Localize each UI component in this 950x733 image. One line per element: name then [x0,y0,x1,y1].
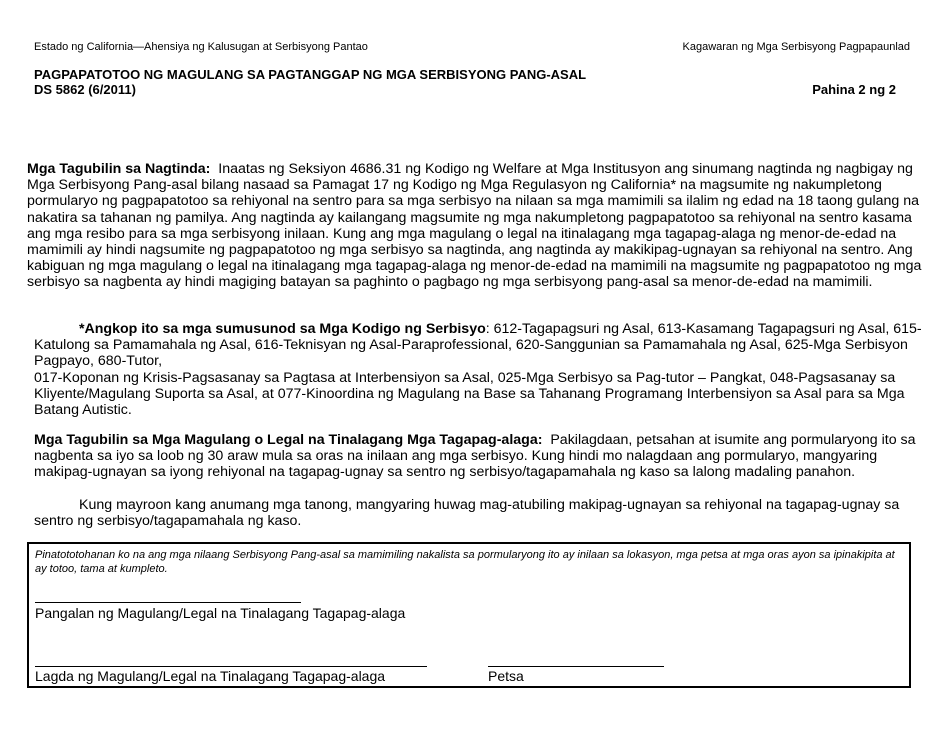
service-codes-line1: : 612-Tagapagsuri ng Asal, 613-Kasamang Tagapagsuri ng Asal, 615-Katulong sa Pamamahala ng Asal, 616-Teknisyan ng Asal-Paraprofessional, 620-Sanggunian sa Pamamahala ng Asal, 625-Mga Serbisyon Pagpayo, 680-Tutor, [34,321,922,370]
vendor-instructions [27,161,923,291]
vendor-instructions-heading: Mga Tagubilin sa Nagtinda: [27,161,211,177]
service-codes-heading: *Angkop ito sa mga sumusunod sa Mga Kodigo ng Serbisyo [79,321,486,337]
parent-instructions [34,432,924,481]
questions-note: Kung mayroon kang anumang mga tanong, mangyaring huwag mag-atubiling makipag-ugnayan sa rehiyonal na tagapag-ugnay sa sentro ng serbisyo/tagapamahala ng kaso. [34,497,900,530]
agency-header: Estado ng California—Ahensiya ng Kalusugan at Serbisyong Pantao [34,41,368,53]
form-number: DS 5862 (6/2011) [34,82,136,97]
vendor-instructions-body: Inaatas ng Seksiyon 4686.31 ng Kodigo ng Welfare at Mga Institusyon ang sinumang nagtinda ng nagbigay ng Mga Serbisyong Pang-asal bilang nasaad sa Pamagat 17 ng Kodigo ng Mga Regulasyon ng California* na magsumite ng nakumpletong pormularyo ng pagpapatotoo sa rehiyonal na sentro para sa mga serbisyo na nilaan sa mga mamimili sa ilalim ng edad na 18 taong gulang na nakatira sa tahanan ng pamilya. Ang nagtinda ay kailangang magsumite ng mga nakumpletong pagpapatotoo sa rehiyonal na sentro kasama ang mga resibo para sa mga serbisyong inilaan. Kung ang mga magulang o legal na itinalagang mga tagapag-alaga ng menor-de-edad na mamimili ay hindi nagsumite ng pagpapatotoo ng mga serbisyo sa nagtinda, ang nagtinda ay makikipag-ugnayan sa rehiyonal na sentro. Ang kabiguan ng mga magulang o legal na itinalagang mga tagapag-alaga ng menor-de-edad na mamimili na magsumite ng pagpapatotoo ng mga serbisyo sa nagbenta ay hindi magiging batayan sa paghinto o pagbago ng mga serbisyong pang-asal sa menor-de-edad na mamimili. [27,161,922,291]
certification-box [27,542,911,688]
name-label: Pangalan ng Magulang/Legal na Tinalagang Tagapag-alaga [35,605,406,621]
service-codes-line2: 017-Koponan ng Krisis-Pagsasanay sa Pagtasa at Interbensiyon sa Asal, 025-Mga Serbisyo sa Pag-tutor – Pangkat, 048-Pagsasanay sa Kliyente/Magulang Suporta sa Asal, at 077-Kinoordina ng Magulang na Base sa Tahanang Programang Interbensiyon sa Asal para sa Mga Batang Autistic. [34,369,905,419]
certification-statement: Pinatototohanan ko na ang mga nilaang Serbisyong Pang-asal sa mamimiling nakalista sa pormularyong ito ay inilaan sa lokasyon, mga petsa at mga oras ayon sa ipinakipita at ay totoo, tama at kumpleto. [35,549,895,575]
signature-line[interactable] [35,666,427,667]
form-title: PAGPAPATOTOO NG MAGULANG SA PAGTANGGAP NG MGA SERBISYONG PANG-ASAL [34,67,587,82]
date-label: Petsa [488,668,524,684]
parent-instructions-heading: Mga Tagubilin sa Mga Magulang o Legal na Tinalagang Mga Tagapag-alaga: [34,432,543,448]
parent-instructions-body: Pakilagdaan, petsahan at isumite ang pormularyong ito sa nagbenta sa iyo sa loob ng 30 araw mula sa oras na inilaan ang mga serbisyo. Kung hindi mo nalagdaan ang pormularyo, mangyaring makipag-ugnayan sa iyong rehiyonal na tagapag-ugnay sa sentro ng serbisyo/tagapamahala ng kaso sa lalong madaling panahon. [34,432,916,481]
date-line[interactable] [488,666,664,667]
signature-label: Lagda ng Magulang/Legal na Tinalagang Tagapag-alaga [35,668,386,684]
department-header: Kagawaran ng Mga Serbisyong Pagpapaunlad [682,41,910,53]
name-line[interactable] [35,602,301,603]
service-codes-note [34,321,924,418]
page-number: Pahina 2 ng 2 [812,82,896,97]
